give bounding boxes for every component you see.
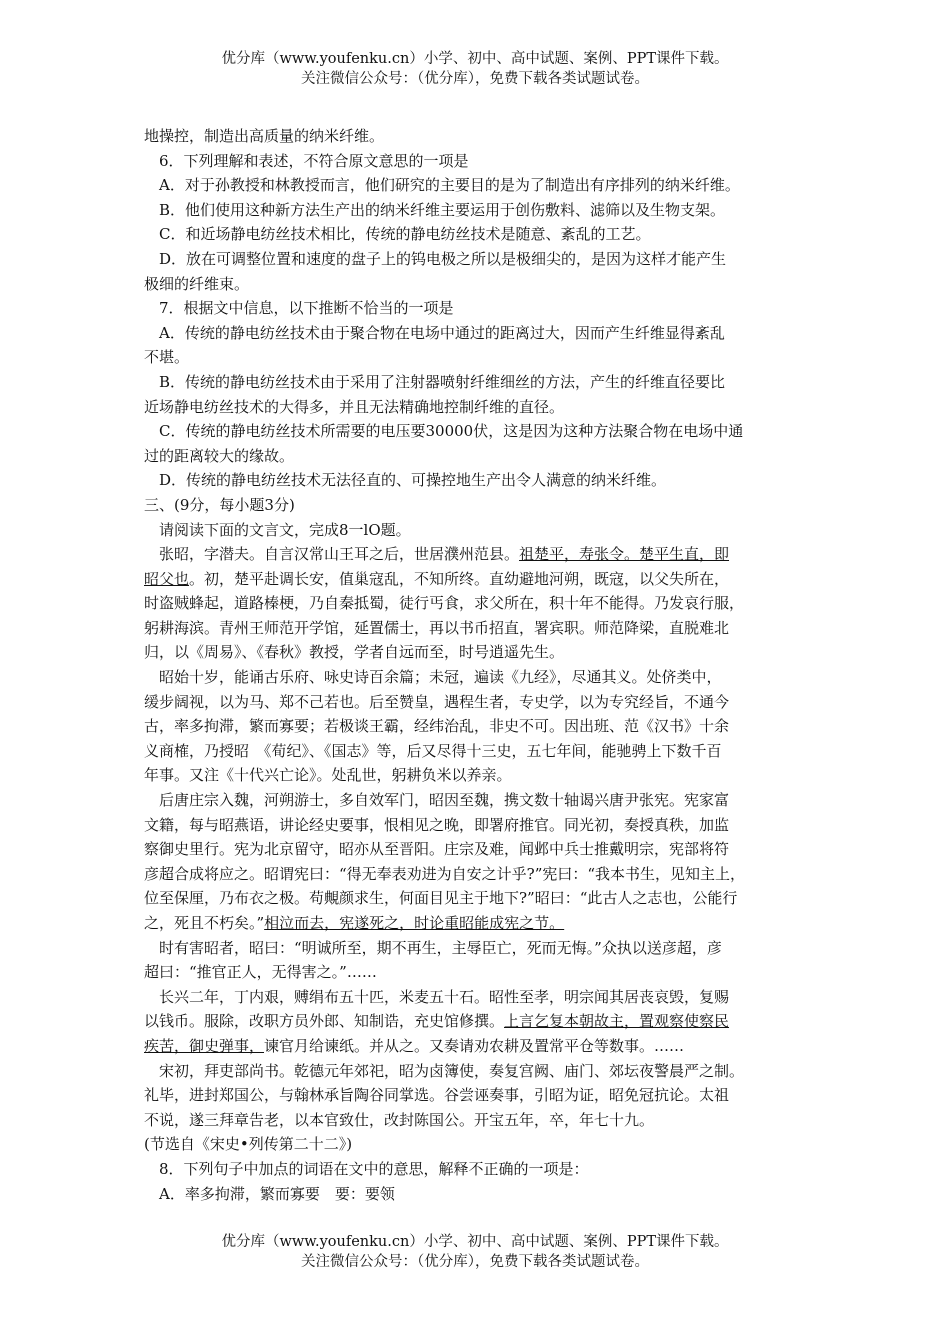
text-line (144, 911, 808, 936)
text-line (144, 124, 808, 149)
text-line (144, 714, 808, 739)
text-line (144, 1132, 808, 1157)
text-line (144, 296, 808, 321)
text-line (144, 616, 808, 641)
text-segment: 昭始十岁，能诵古乐府、咏史诗百余篇；未冠，遍读《九经》，尽通其义。处侪类中， (144, 668, 722, 687)
underlined-text: 上言乞复本朝故主，置观察使察民 (504, 1012, 730, 1031)
text-segment: B．传统的静电纺丝技术由于采用了注射器喷射纤维细丝的方法，产生的纤维直径要比 (144, 372, 726, 391)
text-segment: 8．下列句子中加点的词语在文中的意思，解释不正确的一项是： (144, 1159, 589, 1178)
text-line (144, 739, 808, 764)
underlined-text: 疾苦，御史弹事， (144, 1036, 265, 1055)
text-segment: 极细的纤维束。 (144, 274, 250, 293)
text-line (144, 1059, 808, 1084)
header-line-1: 优分库（www.youfenku.cn）小学、初中、高中试题、案例、PPT课件下载。 (221, 51, 729, 67)
text-segment: 古，率多拘滞，繁而寡要；若极谈王霸，经纬治乱，非史不可。因出班、范《汉书》十余 (144, 717, 730, 736)
text-line (144, 1182, 808, 1207)
text-line (144, 788, 808, 813)
text-line (144, 1083, 808, 1108)
page-footer (0, 1232, 950, 1272)
text-line (144, 247, 808, 272)
text-segment: 时盗贼蜂起，道路榛梗，乃自秦抵蜀，徒行丐食，求父所在，积十年不能得。乃发哀行服， (144, 594, 745, 613)
text-line (144, 960, 808, 985)
text-segment: 躬耕海滨。青州王师范开学馆，延置儒士，再以书币招直，署宾职。师范降梁，直脱难北 (144, 618, 730, 637)
text-segment: 不说，遂三拜章告老，以本官致仕，改封陈国公。开宝五年，卒，年七十九。 (144, 1110, 655, 1129)
text-segment: 宋初，拜吏部尚书。乾德元年郊祀，昭为卤簿使，奏复宫阙、庙门、郊坛夜警晨严之制。 (144, 1061, 745, 1080)
text-line (144, 444, 808, 469)
text-segment: A．对于孙教授和林教授而言，他们研究的主要目的是为了制造出有序排列的纳米纤维。 (144, 176, 740, 195)
text-segment: 彦超合成将应之。昭谓宪曰：“得无奉表劝进为自安之计乎?”宪曰：“我本书生，见知主上， (144, 864, 746, 883)
text-line (144, 345, 808, 370)
underlined-text: 祖楚平，寿张令。楚平生直，即 (519, 545, 730, 564)
text-segment: 请阅读下面的文言文，完成8一lO题。 (144, 520, 411, 539)
text-line (144, 493, 808, 518)
text-segment: 地操控，制造出高质量的纳米纤维。 (144, 127, 385, 145)
text-segment: 礼毕，进封郑国公，与翰林承旨陶谷同掌选。谷尝诬奏事，引昭为证，昭免冠抗论。太祖 (144, 1086, 730, 1105)
text-line (144, 936, 808, 961)
text-line (144, 640, 808, 665)
text-segment: D．放在可调整位置和速度的盘子上的钨电极之所以是极细尖的，是因为这样才能产生 (144, 249, 727, 268)
text-segment: 时有害昭者，昭曰：“明诚所至，期不再生，主辱臣亡，死而无悔。”众执以送彦超，彦 (144, 938, 722, 957)
header-line-2: 关注微信公众号：（优分库），免费下载各类试题试卷。 (301, 71, 649, 87)
text-line (144, 419, 808, 444)
text-line (144, 198, 808, 223)
footer-line-2: 关注微信公众号：（优分库），免费下载各类试题试卷。 (301, 1254, 649, 1270)
text-segment: 年事。又注《十代兴亡论》。处乱世，躬耕负米以养亲。 (144, 766, 512, 785)
text-line (144, 542, 808, 567)
page-header (0, 49, 950, 89)
text-segment: C．传统的静电纺丝技术所需要的电压要30000伏，这是因为这种方法聚合物在电场中通 (144, 422, 744, 441)
text-segment: 超曰：“推官正人，无得害之。”…… (144, 963, 377, 982)
text-line (144, 567, 808, 592)
text-line (144, 591, 808, 616)
text-line (144, 321, 808, 346)
text-segment: B．他们使用这种新方法生产出的纳米纤维主要运用于创伤敷料、滤筛以及生物支架。 (144, 200, 726, 219)
text-line (144, 468, 808, 493)
text-segment: A．率多拘滞，繁而寡要 要：要领 (144, 1184, 395, 1203)
text-line (144, 149, 808, 174)
text-line (144, 272, 808, 297)
text-segment: A．传统的静电纺丝技术由于聚合物在电场中通过的距离过大，因而产生纤维显得紊乱 (144, 323, 725, 342)
text-line (144, 1157, 808, 1182)
text-line (144, 1009, 808, 1034)
text-line (144, 222, 808, 247)
text-segment: 谏官月给谏纸。并从之。又奏请劝农耕及置常平仓等数事。…… (264, 1036, 685, 1055)
text-line (144, 862, 808, 887)
text-segment: 三、(9分，每小题3分) (144, 495, 295, 514)
text-segment: (节选自《宋史•列传第二十二》) (144, 1135, 353, 1154)
underlined-text: 相泣而去，宪遂死之，时论重昭能成宪之节。 (264, 914, 565, 932)
text-line (144, 763, 808, 788)
text-line (144, 837, 808, 862)
text-segment: 近场静电纺丝技术的大得多，并且无法精确地控制纤维的直径。 (144, 397, 565, 416)
text-segment: 义商榷，乃授昭 《荀纪》、《国志》等，后又尽得十三史，五七年间，能驰骋上下数千百 (144, 741, 722, 760)
text-segment: 位至保厘，乃布衣之极。苟覥颜求生，何面目见主于地下?”昭曰：“此古人之志也，公能行 (144, 889, 738, 908)
text-segment: 后唐庄宗入魏，河朔游士，多自效军门，昭因至魏，携文数十轴谒兴唐尹张宪。宪家富 (144, 791, 730, 810)
text-line (144, 886, 808, 911)
text-segment: 归，以《周易》、《春秋》教授，学者自远而至，时号逍遥先生。 (144, 643, 565, 662)
text-line (144, 813, 808, 838)
text-segment: 不堪。 (144, 348, 190, 367)
text-segment: D．传统的静电纺丝技术无法径直的、可操控地生产出令人满意的纳米纤维。 (144, 471, 667, 490)
text-segment: 过的距离较大的缘故。 (144, 446, 295, 465)
footer-line-1: 优分库（www.youfenku.cn）小学、初中、高中试题、案例、PPT课件下载。 (221, 1234, 729, 1250)
text-segment: C．和近场静电纺丝技术相比，传统的静电纺丝技术是随意、紊乱的工艺。 (144, 225, 651, 244)
text-segment: 7．根据文中信息，以下推断不恰当的一项是 (144, 299, 454, 318)
text-line (144, 395, 808, 420)
text-line (144, 985, 808, 1010)
text-segment: 以钱币。服除，改职方员外郎、知制诰，充史馆修撰。 (144, 1012, 505, 1031)
text-segment: 文籍，每与昭燕语，讲论经史要事，恨相见之晚，即署府推官。同光初，奏授真秩，加监 (144, 815, 730, 834)
document-body (144, 124, 808, 1206)
text-segment: 6．下列理解和表述，不符合原文意思的一项是 (144, 151, 469, 170)
text-segment: 察御史里行。宪为北京留守，昭亦从至晋阳。庄宗及难，闻邺中兵士推戴明宗，宪部将符 (144, 840, 730, 859)
text-line (144, 665, 808, 690)
text-line (144, 518, 808, 543)
text-segment: 张昭，字潜夫。自言汉常山王耳之后，世居濮州范县。 (144, 545, 520, 564)
text-segment: 之，死且不朽矣。” (144, 914, 265, 932)
text-line (144, 1034, 808, 1059)
underlined-text: 昭父也 (144, 569, 190, 588)
text-line (144, 1108, 808, 1133)
text-line (144, 370, 808, 395)
text-line (144, 173, 808, 198)
text-segment: 。初，楚平赴调长安，值巢寇乱，不知所终。直幼避地河朔，既寇，以父失所在， (189, 569, 730, 588)
text-segment: 缓步阔视，以为马、郑不己若也。后至赞皇，遇程生者，专史学，以为专究经旨，不通今 (144, 692, 730, 711)
text-line (144, 690, 808, 715)
text-segment: 长兴二年，丁内艰，赙绢布五十匹，米麦五十石。昭性至孝，明宗闻其居丧哀毁，复赐 (144, 987, 730, 1006)
